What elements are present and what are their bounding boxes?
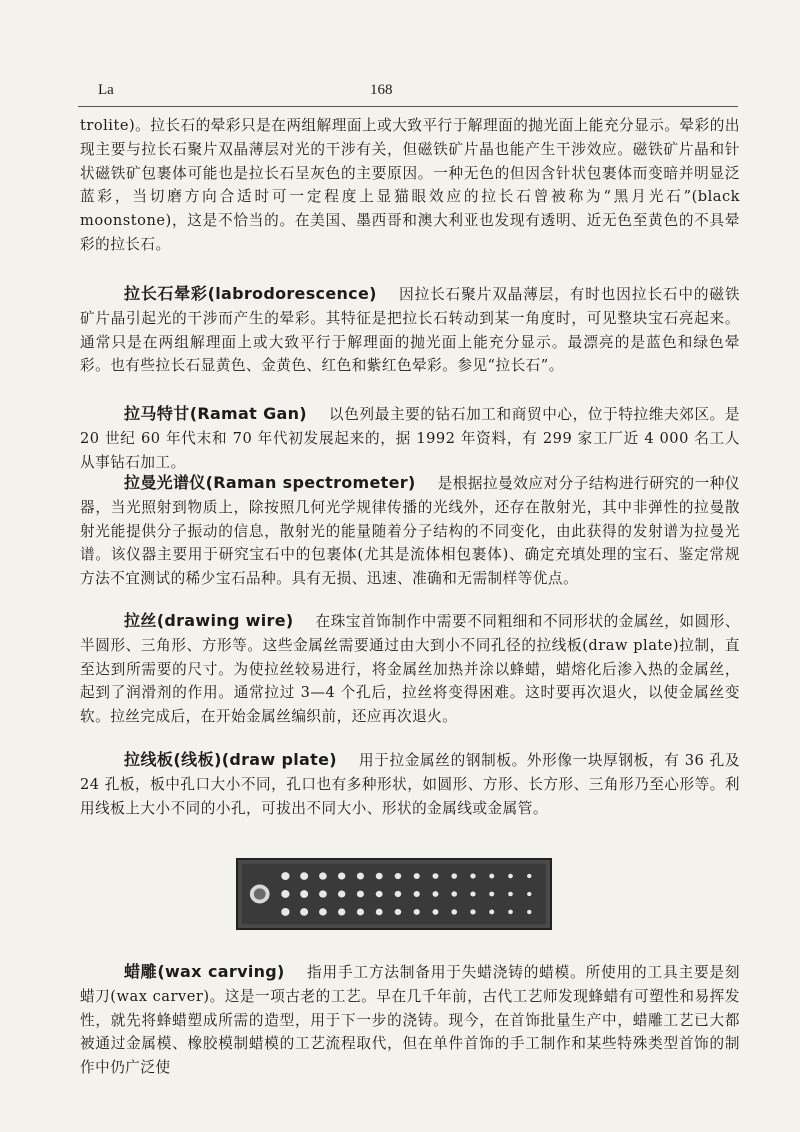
entry-labradorite-continued — [80, 114, 740, 257]
plate-hole — [508, 874, 513, 879]
entry-term: 蜡雕(wax carving) — [124, 962, 285, 981]
draw-plate-image — [238, 860, 550, 928]
entry-term: 拉丝(drawing wire) — [124, 611, 294, 630]
plate-hole — [357, 909, 364, 916]
plate-hole — [451, 873, 457, 878]
entry-raman-spectrometer — [80, 471, 740, 591]
plate-hole — [395, 891, 402, 897]
entry-term: 拉曼光谱仪(Raman spectrometer) — [124, 473, 416, 492]
header-rule — [78, 106, 738, 107]
plate-hole — [451, 891, 457, 896]
entry-text: 指用手工方法制备用于失蜡浇铸的蜡模。所使用的工具主要是刻蜡刀(wax carver)。这是一项古老的工艺。早在几千年前，古代工艺师发现蜂蜡有可塑性和易挥发性，就先将蜂蜡塑成所需的造型，用于下一步的浇铸。现今，在首饰批量生产中，蜡雕工艺已大都被通过金属模、橡胶模制蜡模的工艺流程取代，但在单件首饰的手工制作和某些特殊类型首饰的制作中仍广泛使 — [80, 964, 740, 1077]
plate-hole — [338, 908, 345, 915]
plate-hole — [527, 874, 531, 878]
plate-hole — [508, 892, 513, 897]
entry-term: 拉线板(线板)(draw plate) — [124, 750, 337, 769]
plate-hole — [357, 891, 364, 898]
plate-hole — [489, 874, 494, 879]
entry-text: 是根据拉曼效应对分子结构进行研究的一种仪器，当光照射到物质上，除按照几何光学规律传播的光线外，还存在散射光，其中非弹性的拉曼散射光能提供分子振动的信息，散射光的能量随着分子结构的不同变化，由此获得的发射谱为拉曼光谱。该仪器主要用于研究宝石中的包裹体(尤其是流体相包裹体)、确定充填处理的宝石、鉴定常规方法不宜测试的稀少宝石品种。具有无损、迅速、准确和无需制样等优点。 — [80, 475, 740, 588]
plate-hole — [319, 890, 327, 897]
plate-hole — [470, 891, 475, 896]
running-head: La — [98, 82, 114, 98]
entry-text: 因拉长石聚片双晶薄层，有时也因拉长石中的磁铁矿片晶引起光的干涉而产生的晕彩。其特征是把拉长石转动到某一角度时，可见整块宝石亮起来。通常只是在两组解理面上或大致平行于解理面的抛光面上能充分显示。最漂亮的是蓝色和绿色晕彩。也有些拉长石显黄色、金黄色、红色和紫红色晕彩。参见“拉长石”。 — [80, 286, 740, 375]
plate-hole — [470, 874, 475, 879]
plate-hole — [338, 890, 345, 897]
entry-ramat-gan — [80, 402, 740, 474]
plate-hole — [319, 872, 327, 879]
plate-hole — [433, 873, 439, 879]
entry-draw-plate — [80, 748, 740, 820]
entry-text: trolite)。拉长石的晕彩只是在两组解理面上或大致平行于解理面的抛光面上能充分显示。晕彩的出现主要与拉长石聚片双晶薄层对光的干涉有关，但磁铁矿片晶也能产生干涉效应。磁铁矿片晶和针状磁铁矿包裹体可能也是拉长石呈灰色的主要原因。一种无色的但因含针状包裹体而变暗并明显泛蓝彩，当切磨方向合适时可一定程度上显猫眼效应的拉长石曾被称为“黑月光石”(black moonstone)，这是不恰当的。在美国、墨西哥和澳大利亚也发现有透明、近无色至黄色的不具晕彩的拉长石。 — [80, 117, 740, 253]
entry-wax-carving — [80, 960, 740, 1080]
page-header — [98, 82, 740, 106]
plate-hole — [527, 892, 531, 896]
plate-hole — [508, 910, 513, 915]
plate-hole — [470, 909, 475, 914]
plate-hole — [451, 909, 457, 914]
plate-hole — [433, 891, 439, 897]
plate-hole — [395, 873, 402, 879]
plate-hole — [376, 891, 383, 898]
plate-hole — [281, 890, 289, 898]
plate-hole — [376, 909, 383, 916]
plate-hole — [281, 872, 289, 880]
plate-hole — [414, 891, 420, 897]
plate-hole — [281, 908, 289, 916]
entry-labradorescence — [80, 282, 740, 378]
entry-term: 拉马特甘(Ramat Gan) — [124, 404, 307, 423]
plate-hole — [489, 910, 494, 915]
entry-text: 用于拉金属丝的钢制板。外形像一块厚钢板，有 36 孔及 24 孔板，板中孔口大小不同，孔口也有多种形状，如圆形、方形、长方形、三角形乃至心形等。利用线板上大小不同的小孔，可拔出不同大小、形状的金属线或金属管。 — [80, 752, 740, 817]
plate-hole — [414, 873, 420, 879]
entry-text: 以色列最主要的钻石加工和商贸中心，位于特拉维夫郊区。是 20 世纪 60 年代末和 70 年代初发展起来的，据 1992 年资料，有 299 家工厂近 4 000 名工人从事钻石加工。 — [80, 406, 741, 471]
plate-hole — [414, 909, 420, 915]
plate-hole — [433, 909, 439, 915]
plate-hole — [300, 872, 308, 880]
plate-hole — [395, 909, 402, 915]
plate-hole — [376, 873, 383, 880]
draw-plate-photo — [236, 858, 552, 930]
entry-text: 在珠宝首饰制作中需要不同粗细和不同形状的金属丝，如圆形、半圆形、三角形、方形等。这些金属丝需要通过由大到小不同孔径的拉线板(draw plate)拉制，直至达到所需要的尺寸。为使拉丝较易进行，将金属丝加热并涂以蜂蜡，蜡熔化后渗入热的金属丝，起到了润滑剂的作用。通常拉过 3—4 个孔后，拉丝将变得困难。这时要再次退火，以使金属丝变软。拉丝完成后，在开始金属丝编织前，还应再次退火。 — [80, 613, 740, 726]
plate-hole — [527, 910, 531, 914]
entry-term: 拉长石晕彩(labrodorescence) — [124, 284, 377, 303]
plate-hole — [300, 890, 308, 898]
plate-hole — [338, 873, 345, 880]
plate-hole — [489, 892, 494, 897]
plate-hole — [300, 908, 308, 916]
page-number: 168 — [370, 82, 393, 98]
plate-hole — [319, 908, 327, 915]
entry-drawing-wire — [80, 609, 740, 729]
plate-hole — [357, 873, 364, 880]
